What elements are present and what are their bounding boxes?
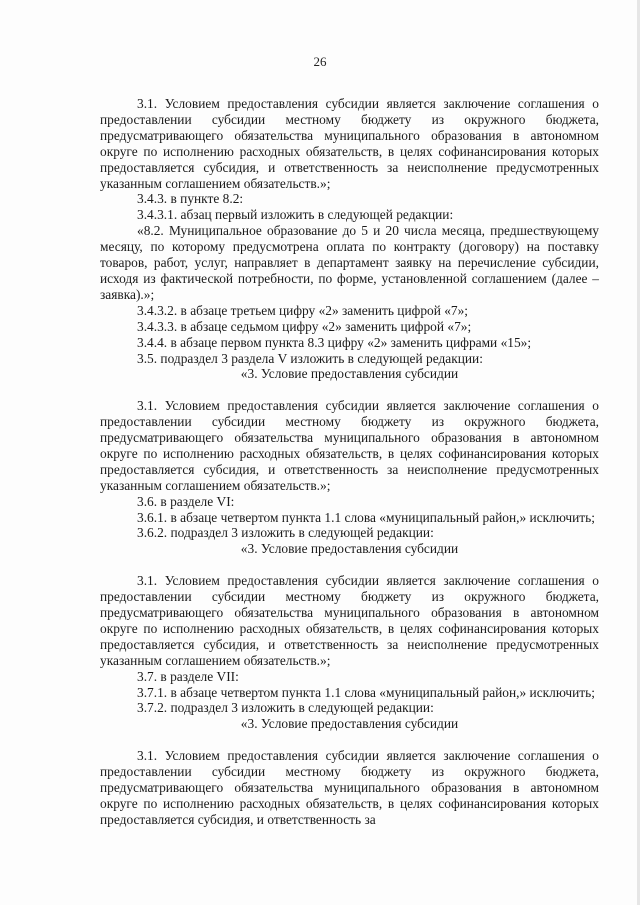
page-number: 26 bbox=[313, 54, 327, 69]
paragraph: «8.2. Муниципальное образование до 5 и 20 числа месяца, предшествующему месяцу, по которому предусмотрена оплата по контракту (договору) на поставку товаров, работ, услуг, направляет в департамент заявку на перечисление субсидии, исходя из фактической потребности, по форме, установленной соглашением (далее – заявка).»; bbox=[100, 223, 599, 302]
paragraph: 3.6. в разделе VI: bbox=[137, 493, 235, 509]
paragraph: 3.1. Условием предоставления субсидии является заключение соглашения о предоставлении субсидии местному бюджету из окружного бюджета, предусматривающего обязательства муниципального образования в автономном округе по исполнению расходных обязательств, в целях софинансирования которых предоставляется субсидия, и ответственность за неисполнение предусмотренных указанным соглашением обязательств.»; bbox=[100, 96, 599, 191]
paragraph: 3.4.3.1. абзац первый изложить в следующей редакции: bbox=[137, 207, 454, 223]
paragraph: 3.7.2. подраздел 3 изложить в следующей редакции: bbox=[137, 700, 434, 716]
document-body bbox=[100, 96, 599, 828]
paragraph: 3.4.3.3. в абзаце седьмом цифру «2» заменить цифрой «7»; bbox=[137, 318, 472, 334]
paragraph: 3.6.1. в абзаце четвертом пункта 1.1 слова «муниципальный район,» исключить; bbox=[137, 509, 595, 525]
paragraph: 3.4.4. в абзаце первом пункта 8.3 цифру «2» заменить цифрами «15»; bbox=[137, 334, 532, 350]
paragraph: 3.6.2. подраздел 3 изложить в следующей редакции: bbox=[137, 525, 434, 541]
paragraph: 3.1. Условием предоставления субсидии является заключение соглашения о предоставлении субсидии местному бюджету из окружного бюджета, предусматривающего обязательства муниципального образования в автономном округе по исполнению расходных обязательств, в целях софинансирования которых предоставляется субсидия, и ответственность за bbox=[100, 748, 599, 827]
paragraph: 3.7.1. в абзаце четвертом пункта 1.1 слова «муниципальный район,» исключить; bbox=[137, 684, 595, 700]
blank-line bbox=[100, 557, 599, 573]
blank-line bbox=[100, 732, 599, 748]
paragraph: 3.1. Условием предоставления субсидии является заключение соглашения о предоставлении субсидии местному бюджету из окружного бюджета, предусматривающего обязательства муниципального образования в автономном округе по исполнению расходных обязательств, в целях софинансирования которых предоставляется субсидия, и ответственность за неисполнение предусмотренных указанным соглашением обязательств.»; bbox=[100, 573, 599, 668]
section-heading: «3. Условие предоставления субсидии bbox=[240, 541, 459, 557]
section-heading: «3. Условие предоставления субсидии bbox=[240, 366, 459, 382]
paragraph: 3.1. Условием предоставления субсидии является заключение соглашения о предоставлении субсидии местному бюджету из окружного бюджета, предусматривающего обязательства муниципального образования в автономном округе по исполнению расходных обязательств, в целях софинансирования которых предоставляется субсидия, и ответственность за неисполнение предусмотренных указанным соглашением обязательств.»; bbox=[100, 398, 599, 493]
section-heading: «3. Условие предоставления субсидии bbox=[240, 716, 459, 732]
paragraph: 3.7. в разделе VII: bbox=[137, 668, 239, 684]
paragraph: 3.4.3. в пункте 8.2: bbox=[137, 191, 244, 207]
paragraph: 3.5. подраздел 3 раздела V изложить в следующей редакции: bbox=[137, 350, 483, 366]
blank-line bbox=[100, 382, 599, 398]
paragraph: 3.4.3.2. в абзаце третьем цифру «2» заменить цифрой «7»; bbox=[137, 302, 469, 318]
